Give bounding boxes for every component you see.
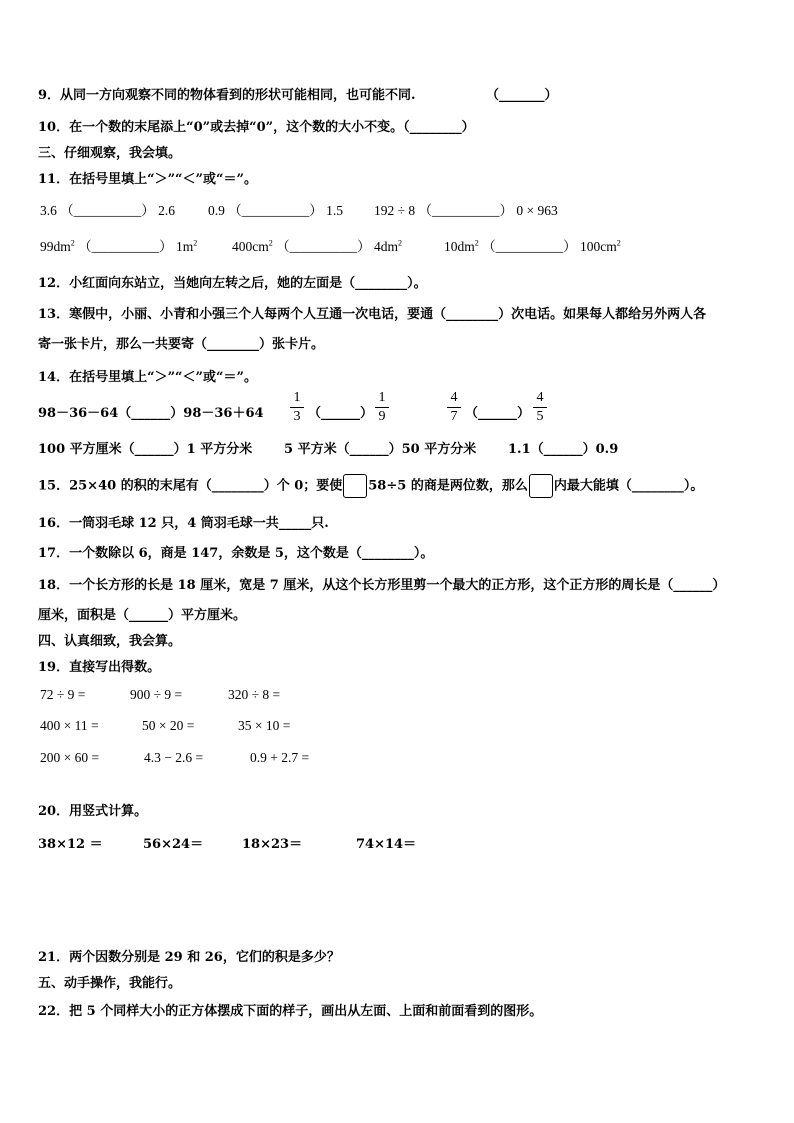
q11-row2-item3 <box>444 235 621 255</box>
answer-box[interactable] <box>343 474 367 498</box>
q11-blank[interactable]: （__________） <box>228 203 323 218</box>
question-22: 22．把 5 个同样大小的正方体摆成下面的样子，画出从左面、上面和前面看到的图形。 <box>38 1004 543 1019</box>
question-17: 17．一个数除以 6，商是 147，余数是 5，这个数是（________）。 <box>38 546 434 561</box>
q11-value: 99dm <box>40 239 71 254</box>
question-13-line2: 寄一张卡片，那么一共要寄（________）张卡片。 <box>38 337 325 352</box>
question-9-text: 9．从同一方向观察不同的物体看到的形状可能相同，也可能不同. <box>38 88 416 103</box>
calc-item: 200 × 60 = <box>40 750 100 765</box>
q11-row1-item1 <box>40 199 175 219</box>
q11-row1-item3 <box>374 199 558 219</box>
calc-item: 400 × 11 = <box>40 718 99 733</box>
question-13-line1: 13．寒假中，小丽、小青和小强三个人每两个人互通一次电话，要通（________）次电话。如果每人都给另外两人各 <box>38 307 707 322</box>
fraction-1-3 <box>290 390 304 425</box>
question-9-answer-blank[interactable]: （_______） <box>486 88 558 103</box>
question-20: 20．用竖式计算。 <box>38 804 148 819</box>
q11-blank[interactable]: （__________） <box>78 239 173 254</box>
q11-row2-item1 <box>40 235 197 255</box>
section-5-heading: 五、动手操作，我能行。 <box>38 976 182 991</box>
fraction-1-9 <box>375 390 389 425</box>
calc-item: 50 × 20 = <box>142 718 195 733</box>
calc-item: 320 ÷ 8 = <box>228 687 281 702</box>
calc-item: 35 × 10 = <box>238 718 291 733</box>
superscript: 2 <box>70 238 75 248</box>
question-10: 10．在一个数的末尾添上“0”或去掉“0”，这个数的大小不变。（________） <box>38 120 475 135</box>
q11-value: 1m <box>176 239 194 254</box>
q11-value: 2.6 <box>158 203 175 218</box>
denominator: 5 <box>536 409 544 424</box>
q11-value: 100cm <box>580 239 617 254</box>
superscript: 2 <box>616 238 621 248</box>
fraction-4-5 <box>533 390 547 425</box>
vertical-calc-item: 38×12 ＝ <box>38 837 103 852</box>
vertical-calc-item: 18×23＝ <box>242 837 303 852</box>
question-18-line2: 厘米，面积是（______）平方厘米。 <box>38 608 247 623</box>
q11-value: 4dm <box>374 239 399 254</box>
denominator: 7 <box>450 409 458 424</box>
q11-value: 400cm <box>232 239 269 254</box>
q11-blank[interactable]: （__________） <box>418 203 514 218</box>
question-11: 11．在括号里填上“＞”“＜”或“＝”。 <box>38 172 257 187</box>
numerator: 4 <box>536 390 544 405</box>
q11-value: 3.6 <box>40 203 57 218</box>
denominator: 9 <box>378 409 386 424</box>
superscript: 2 <box>268 238 273 248</box>
vertical-calc-item: 56×24＝ <box>143 837 204 852</box>
q15-text-b: 58÷5 的商是两位数，那么 <box>368 478 528 494</box>
calc-item: 72 ÷ 9 = <box>40 687 86 702</box>
q14-frac-blank-1[interactable]: （______） <box>308 406 374 421</box>
q14-area-compare-2: 5 平方米（______）50 平方分米 <box>284 442 477 457</box>
q15-text-c: 内最大能填（________）。 <box>553 478 704 494</box>
question-9 <box>38 84 416 103</box>
q14-area-compare-1: 100 平方厘米（______）1 平方分米 <box>38 442 253 457</box>
question-16: 16．一筒羽毛球 12 只，4 筒羽毛球一共_____只. <box>38 516 329 531</box>
superscript: 2 <box>193 238 198 248</box>
section-4-heading: 四、认真细致，我会算。 <box>38 634 182 649</box>
superscript: 2 <box>474 238 479 248</box>
q15-text-a: 15．25×40 的积的末尾有（________）个 0；要使 <box>38 478 343 494</box>
numerator: 1 <box>378 390 386 405</box>
question-21: 21．两个因数分别是 29 和 26，它们的积是多少？ <box>38 950 340 965</box>
q11-value: 0.9 <box>208 203 225 218</box>
numerator: 4 <box>450 390 458 405</box>
q11-value: 0 × 963 <box>516 203 558 218</box>
answer-box[interactable] <box>529 474 553 498</box>
q11-blank[interactable]: （__________） <box>60 203 155 218</box>
denominator: 3 <box>293 409 301 424</box>
superscript: 2 <box>398 238 403 248</box>
calc-item: 0.9 + 2.7 = <box>250 750 310 765</box>
q11-value: 1.5 <box>326 203 343 218</box>
q11-value: 10dm <box>444 239 475 254</box>
vertical-calc-item: 74×14＝ <box>356 837 417 852</box>
q14-decimal-compare: 1.1（______）0.9 <box>508 442 619 457</box>
calc-item: 4.3 − 2.6 = <box>144 750 204 765</box>
question-12: 12．小红面向东站立，当她向左转之后，她的左面是（________）。 <box>38 276 427 291</box>
q14-expression-1: 98－36－64（______）98－36＋64 <box>38 406 264 421</box>
numerator: 1 <box>293 390 301 405</box>
calc-item: 900 ÷ 9 = <box>130 687 183 702</box>
question-15 <box>38 474 703 498</box>
question-14: 14．在括号里填上“＞”“＜”或“＝”。 <box>38 370 257 385</box>
q11-row1-item2 <box>208 199 343 219</box>
question-19: 19．直接写出得数。 <box>38 660 161 675</box>
q11-row2-item2 <box>232 235 402 255</box>
q14-frac-blank-2[interactable]: （______） <box>465 406 531 421</box>
section-3-heading: 三、仔细观察，我会填。 <box>38 146 182 161</box>
q11-blank[interactable]: （__________） <box>482 239 577 254</box>
question-18-line1: 18．一个长方形的长是 18 厘米，宽是 7 厘米，从这个长方形里剪一个最大的正方形，这个正方形的周长是（______） <box>38 578 726 593</box>
fraction-4-7 <box>447 390 461 425</box>
q11-blank[interactable]: （__________） <box>276 239 371 254</box>
q11-value: 192 ÷ 8 <box>374 203 416 218</box>
